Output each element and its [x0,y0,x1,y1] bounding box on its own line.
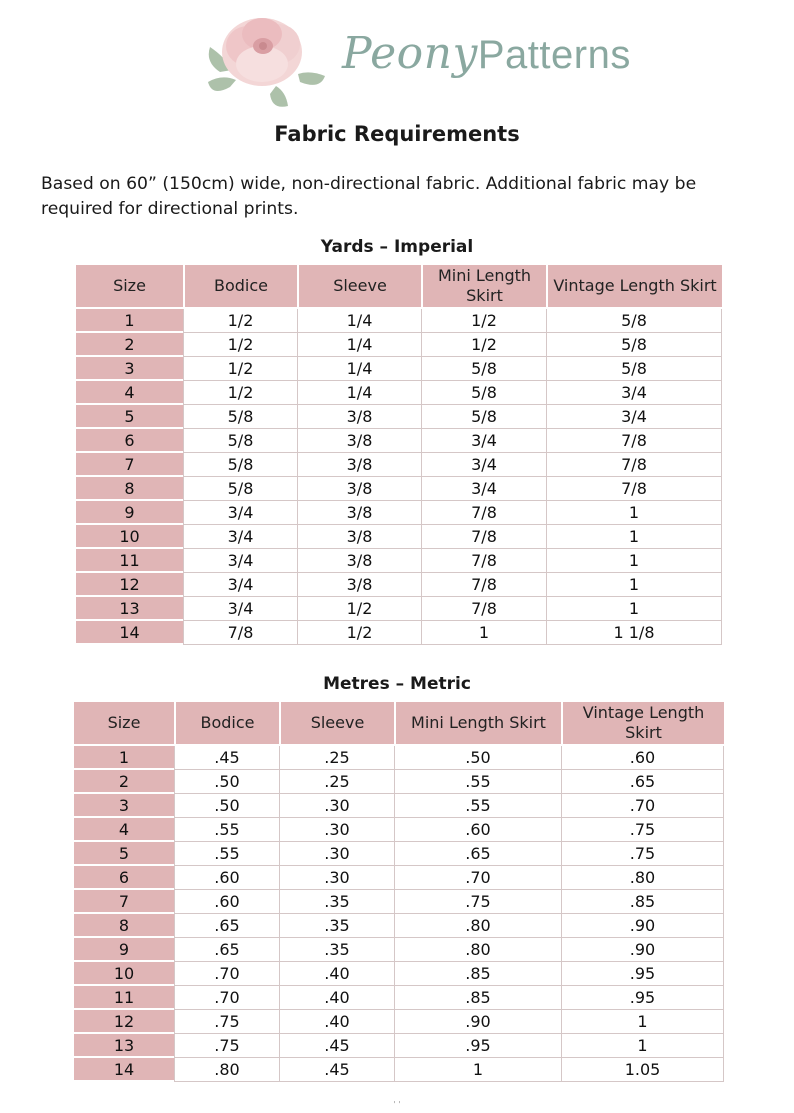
table-row [76,381,722,405]
size-cell: 12 [74,1010,174,1034]
table-row [74,1010,724,1034]
size-cell: 7 [74,890,174,914]
table-cell: 1/2 [421,333,546,357]
table-cell: 3/8 [297,549,421,573]
size-cell: 2 [76,333,183,357]
table-cell: 3/4 [546,405,722,429]
table-cell: 1/4 [297,381,421,405]
table-cell: 7/8 [183,621,297,645]
metric-table-body [74,746,724,1082]
table-cell: .80 [174,1058,279,1082]
table-cell: .65 [394,842,561,866]
table-cell: .40 [279,986,394,1010]
metric-section-title: Metres – Metric [323,674,471,694]
table-cell: .40 [279,962,394,986]
table-cell: 3/8 [297,573,421,597]
peony-flower-icon [200,2,340,112]
table-row [74,1058,724,1082]
table-cell: .75 [561,842,724,866]
page-title: Fabric Requirements [274,122,520,146]
table-cell: .80 [561,866,724,890]
table-cell: 7/8 [421,525,546,549]
table-cell: 5/8 [421,405,546,429]
table-row [74,770,724,794]
size-cell: 6 [74,866,174,890]
table-row [74,866,724,890]
table-row [76,621,722,645]
table-cell: 7/8 [546,477,722,501]
size-cell: 6 [76,429,183,453]
size-cell: 11 [74,986,174,1010]
table-row [76,453,722,477]
table-cell: .55 [394,770,561,794]
table-cell: 3/4 [183,573,297,597]
size-cell: 14 [76,621,183,645]
table-cell: .60 [174,890,279,914]
table-cell: 1 [546,549,722,573]
size-cell: 1 [74,746,174,770]
table-cell: 5/8 [546,333,722,357]
table-cell: .65 [561,770,724,794]
table-row [74,1034,724,1058]
table-cell: 1 [546,573,722,597]
table-cell: .25 [279,770,394,794]
brand-name-script: Peony [342,28,478,79]
table-cell: .80 [394,914,561,938]
table-cell: 1/2 [297,621,421,645]
table-cell: 1 [421,621,546,645]
table-cell: .35 [279,890,394,914]
table-cell: 5/8 [546,357,722,381]
table-cell: 3/8 [297,429,421,453]
table-cell: .95 [561,962,724,986]
table-row [74,914,724,938]
page-mark: ' ' [393,1100,401,1109]
table-row [76,597,722,621]
table-cell: 3/4 [183,525,297,549]
imperial-header-row [76,265,722,309]
table-row [76,429,722,453]
imperial-table [76,265,722,645]
table-cell: .30 [279,818,394,842]
imperial-section-title: Yards – Imperial [320,237,474,257]
size-cell: 11 [76,549,183,573]
size-cell: 5 [76,405,183,429]
table-row [76,525,722,549]
table-cell: 3/8 [297,477,421,501]
size-cell: 8 [76,477,183,501]
table-cell: 1/4 [297,357,421,381]
table-cell: .70 [174,962,279,986]
table-cell: 3/8 [297,501,421,525]
table-cell: .30 [279,794,394,818]
table-cell: 7/8 [421,549,546,573]
table-cell: .75 [561,818,724,842]
table-cell: 7/8 [421,573,546,597]
table-row [76,573,722,597]
metric-column-header: Vintage Length Skirt [561,702,724,746]
size-cell: 14 [74,1058,174,1082]
table-cell: .85 [561,890,724,914]
table-cell: 3/8 [297,453,421,477]
size-cell: 10 [74,962,174,986]
size-cell: 7 [76,453,183,477]
imperial-column-header: Sleeve [297,265,421,309]
table-cell: .25 [279,746,394,770]
table-cell: 5/8 [183,477,297,501]
table-cell: 1/2 [183,357,297,381]
table-cell: .50 [174,770,279,794]
table-cell: .75 [394,890,561,914]
table-cell: 5/8 [421,357,546,381]
table-cell: .95 [394,1034,561,1058]
table-row [76,405,722,429]
table-cell: .95 [561,986,724,1010]
table-row [74,842,724,866]
intro-text: Based on 60” (150cm) wide, non-directional fabric. Additional fabric may be required for directional prints. [41,174,697,219]
table-cell: .70 [394,866,561,890]
size-cell: 9 [74,938,174,962]
table-row [74,746,724,770]
table-cell: .90 [561,914,724,938]
imperial-column-header: Mini Length Skirt [421,265,546,309]
metric-header-row [74,702,724,746]
size-cell: 9 [76,501,183,525]
table-cell: .30 [279,842,394,866]
table-cell: 5/8 [421,381,546,405]
table-cell: .80 [394,938,561,962]
table-cell: 3/4 [183,501,297,525]
size-cell: 3 [76,357,183,381]
size-cell: 4 [76,381,183,405]
table-row [74,794,724,818]
table-row [76,357,722,381]
size-cell: 10 [76,525,183,549]
table-cell: 5/8 [183,405,297,429]
metric-column-header: Sleeve [279,702,394,746]
table-cell: 3/8 [297,405,421,429]
metric-column-header: Bodice [174,702,279,746]
table-cell: .90 [394,1010,561,1034]
table-cell: 1/2 [183,309,297,333]
table-cell: .60 [394,818,561,842]
table-cell: .70 [174,986,279,1010]
metric-table [74,702,724,1082]
table-cell: .85 [394,986,561,1010]
table-cell: .85 [394,962,561,986]
metric-column-header: Mini Length Skirt [394,702,561,746]
table-cell: .75 [174,1010,279,1034]
imperial-column-header: Size [76,265,183,309]
table-row [74,938,724,962]
size-cell: 5 [74,842,174,866]
table-cell: 7/8 [546,453,722,477]
brand-logo [200,0,631,118]
table-cell: .30 [279,866,394,890]
table-cell: .45 [174,746,279,770]
table-row [76,477,722,501]
table-cell: 1/2 [183,381,297,405]
size-cell: 13 [74,1034,174,1058]
table-cell: .60 [561,746,724,770]
table-cell: .75 [174,1034,279,1058]
table-cell: 1.05 [561,1058,724,1082]
metric-column-header: Size [74,702,174,746]
table-cell: 7/8 [546,429,722,453]
table-row [76,309,722,333]
brand-name-rest: Patterns [477,33,631,77]
table-cell: .40 [279,1010,394,1034]
table-cell: 1 [394,1058,561,1082]
size-cell: 2 [74,770,174,794]
table-cell: 3/4 [183,549,297,573]
table-row [74,962,724,986]
table-cell: .90 [561,938,724,962]
size-cell: 12 [76,573,183,597]
table-cell: 1 [546,597,722,621]
table-cell: 1 [546,501,722,525]
table-cell: 1 1/8 [546,621,722,645]
table-row [74,818,724,842]
table-cell: 1 [546,525,722,549]
table-cell: 7/8 [421,501,546,525]
table-cell: .50 [394,746,561,770]
table-cell: 5/8 [546,309,722,333]
table-cell: 1/2 [421,309,546,333]
table-cell: .65 [174,938,279,962]
imperial-column-header: Vintage Length Skirt [546,265,722,309]
imperial-table-body [76,309,722,645]
size-cell: 13 [76,597,183,621]
table-cell: .50 [174,794,279,818]
table-cell: .55 [174,818,279,842]
table-cell: 3/4 [421,453,546,477]
table-row [74,890,724,914]
table-cell: 5/8 [183,453,297,477]
table-cell: 7/8 [421,597,546,621]
table-cell: 1/2 [183,333,297,357]
table-cell: .55 [394,794,561,818]
table-cell: .45 [279,1034,394,1058]
table-cell: 1 [561,1034,724,1058]
table-cell: .35 [279,938,394,962]
table-cell: 1 [561,1010,724,1034]
table-cell: 3/4 [421,429,546,453]
table-cell: .55 [174,842,279,866]
size-cell: 8 [74,914,174,938]
size-cell: 1 [76,309,183,333]
table-cell: 3/8 [297,525,421,549]
brand-name [342,28,631,79]
table-cell: 3/4 [421,477,546,501]
table-row [76,501,722,525]
table-row [76,549,722,573]
size-cell: 4 [74,818,174,842]
table-cell: .65 [174,914,279,938]
size-cell: 3 [74,794,174,818]
table-cell: 1/4 [297,309,421,333]
table-cell: 3/4 [546,381,722,405]
table-cell: 1/2 [297,597,421,621]
table-cell: .70 [561,794,724,818]
table-row [76,333,722,357]
table-row [74,986,724,1010]
table-cell: 1/4 [297,333,421,357]
table-cell: 5/8 [183,429,297,453]
table-cell: .45 [279,1058,394,1082]
imperial-column-header: Bodice [183,265,297,309]
table-cell: .35 [279,914,394,938]
table-cell: .60 [174,866,279,890]
table-cell: 3/4 [183,597,297,621]
